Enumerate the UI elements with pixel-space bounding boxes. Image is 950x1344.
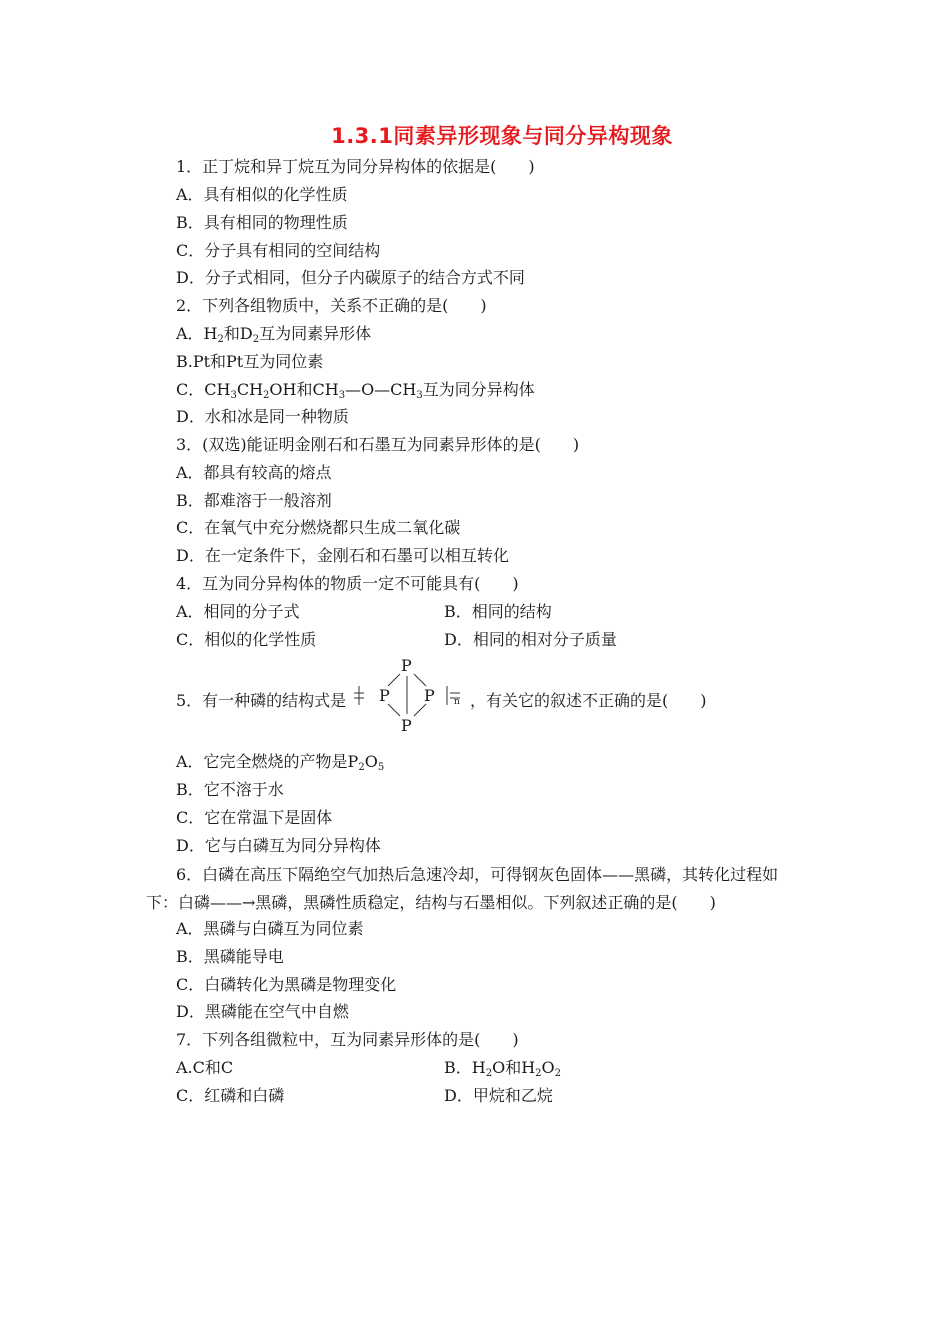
q3-stem: 3．(双选)能证明金刚石和石墨互为同素异形体的是( )	[176, 435, 580, 454]
q7-option-a: A.C和C	[176, 1058, 234, 1077]
q3-option-b: B．都难溶于一般溶剂	[176, 491, 332, 510]
q7-option-b: B．$H_2O$和$H_2O_2$	[444, 1058, 562, 1079]
q4-option-c: C．相似的化学性质	[176, 630, 317, 649]
q4-option-a: A．相同的分子式	[176, 602, 300, 621]
q7-option-d: D．甲烷和乙烷	[444, 1086, 553, 1105]
q6-stem: 6．白磷在高压下隔绝空气加热后急速冷却，可得钢灰色固体——黑磷，其转化过程如下：白磷——→黑磷，黑磷性质稳定，结构与石墨相似。下列叙述正确的是( )	[146, 865, 779, 912]
polymer-n: n	[454, 697, 460, 707]
q5-stem-pre: 5．有一种磷的结构式是	[176, 691, 347, 710]
q5-option-d: D．它与白磷互为同分异构体	[176, 836, 381, 855]
q2-option-b: B.Pt和Pt互为同位素	[176, 352, 324, 371]
q2-option-c: C．$CH_3CH_2OH$和$CH_3—O—CH_3$互为同分异构体	[176, 380, 535, 401]
q5-option-b: B．它不溶于水	[176, 780, 284, 799]
q1-option-d: D．分子式相同，但分子内碳原子的结合方式不同	[176, 268, 525, 287]
q5-option-c: C．它在常温下是固体	[176, 808, 333, 827]
atom-p-right: P	[424, 686, 435, 705]
phosphorus-structure	[350, 656, 470, 736]
q2-option-d: D．水和冰是同一种物质	[176, 407, 349, 426]
atom-p-left: P	[379, 686, 390, 705]
q6-option-c: C．白磷转化为黑磷是物理变化	[176, 975, 397, 994]
q2-option-a: A．$H_2$和$D_2$互为同素异形体	[176, 324, 372, 345]
atom-p-top: P	[401, 656, 412, 675]
q5-option-a: A．它完全燃烧的产物是$P_2O_5$	[176, 752, 385, 773]
q3-option-c: C．在氧气中充分燃烧都只生成二氧化碳	[176, 518, 461, 537]
q1-option-c: C．分子具有相同的空间结构	[176, 241, 381, 260]
q6-option-a: A．黑磷与白磷互为同位素	[176, 919, 364, 938]
q3-option-a: A．都具有较高的熔点	[176, 463, 332, 482]
q3-option-d: D．在一定条件下，金刚石和石墨可以相互转化	[176, 546, 509, 565]
q1-option-a: A．具有相似的化学性质	[176, 185, 348, 204]
q4-option-b: B．相同的结构	[444, 602, 552, 621]
q6-option-b: B．黑磷能导电	[176, 947, 284, 966]
atom-p-bottom: P	[401, 716, 412, 735]
q6-option-d: D．黑磷能在空气中自燃	[176, 1002, 349, 1021]
q7-stem: 7．下列各组微粒中，互为同素异形体的是( )	[176, 1030, 519, 1049]
q2-stem: 2．下列各组物质中，关系不正确的是( )	[176, 296, 487, 315]
q7-option-c: C．红磷和白磷	[176, 1086, 285, 1105]
q4-option-d: D．相同的相对分子质量	[444, 630, 617, 649]
q4-stem: 4．互为同分异构体的物质一定不可能具有( )	[176, 574, 519, 593]
q1-option-b: B．具有相同的物理性质	[176, 213, 348, 232]
q5-stem-post: ，有关它的叙述不正确的是( )	[470, 691, 707, 710]
page-title: 1.3.1同素异形现象与同分异构现象	[331, 124, 673, 148]
q1-stem: 1．正丁烷和异丁烷互为同分异构体的依据是( )	[176, 157, 535, 176]
